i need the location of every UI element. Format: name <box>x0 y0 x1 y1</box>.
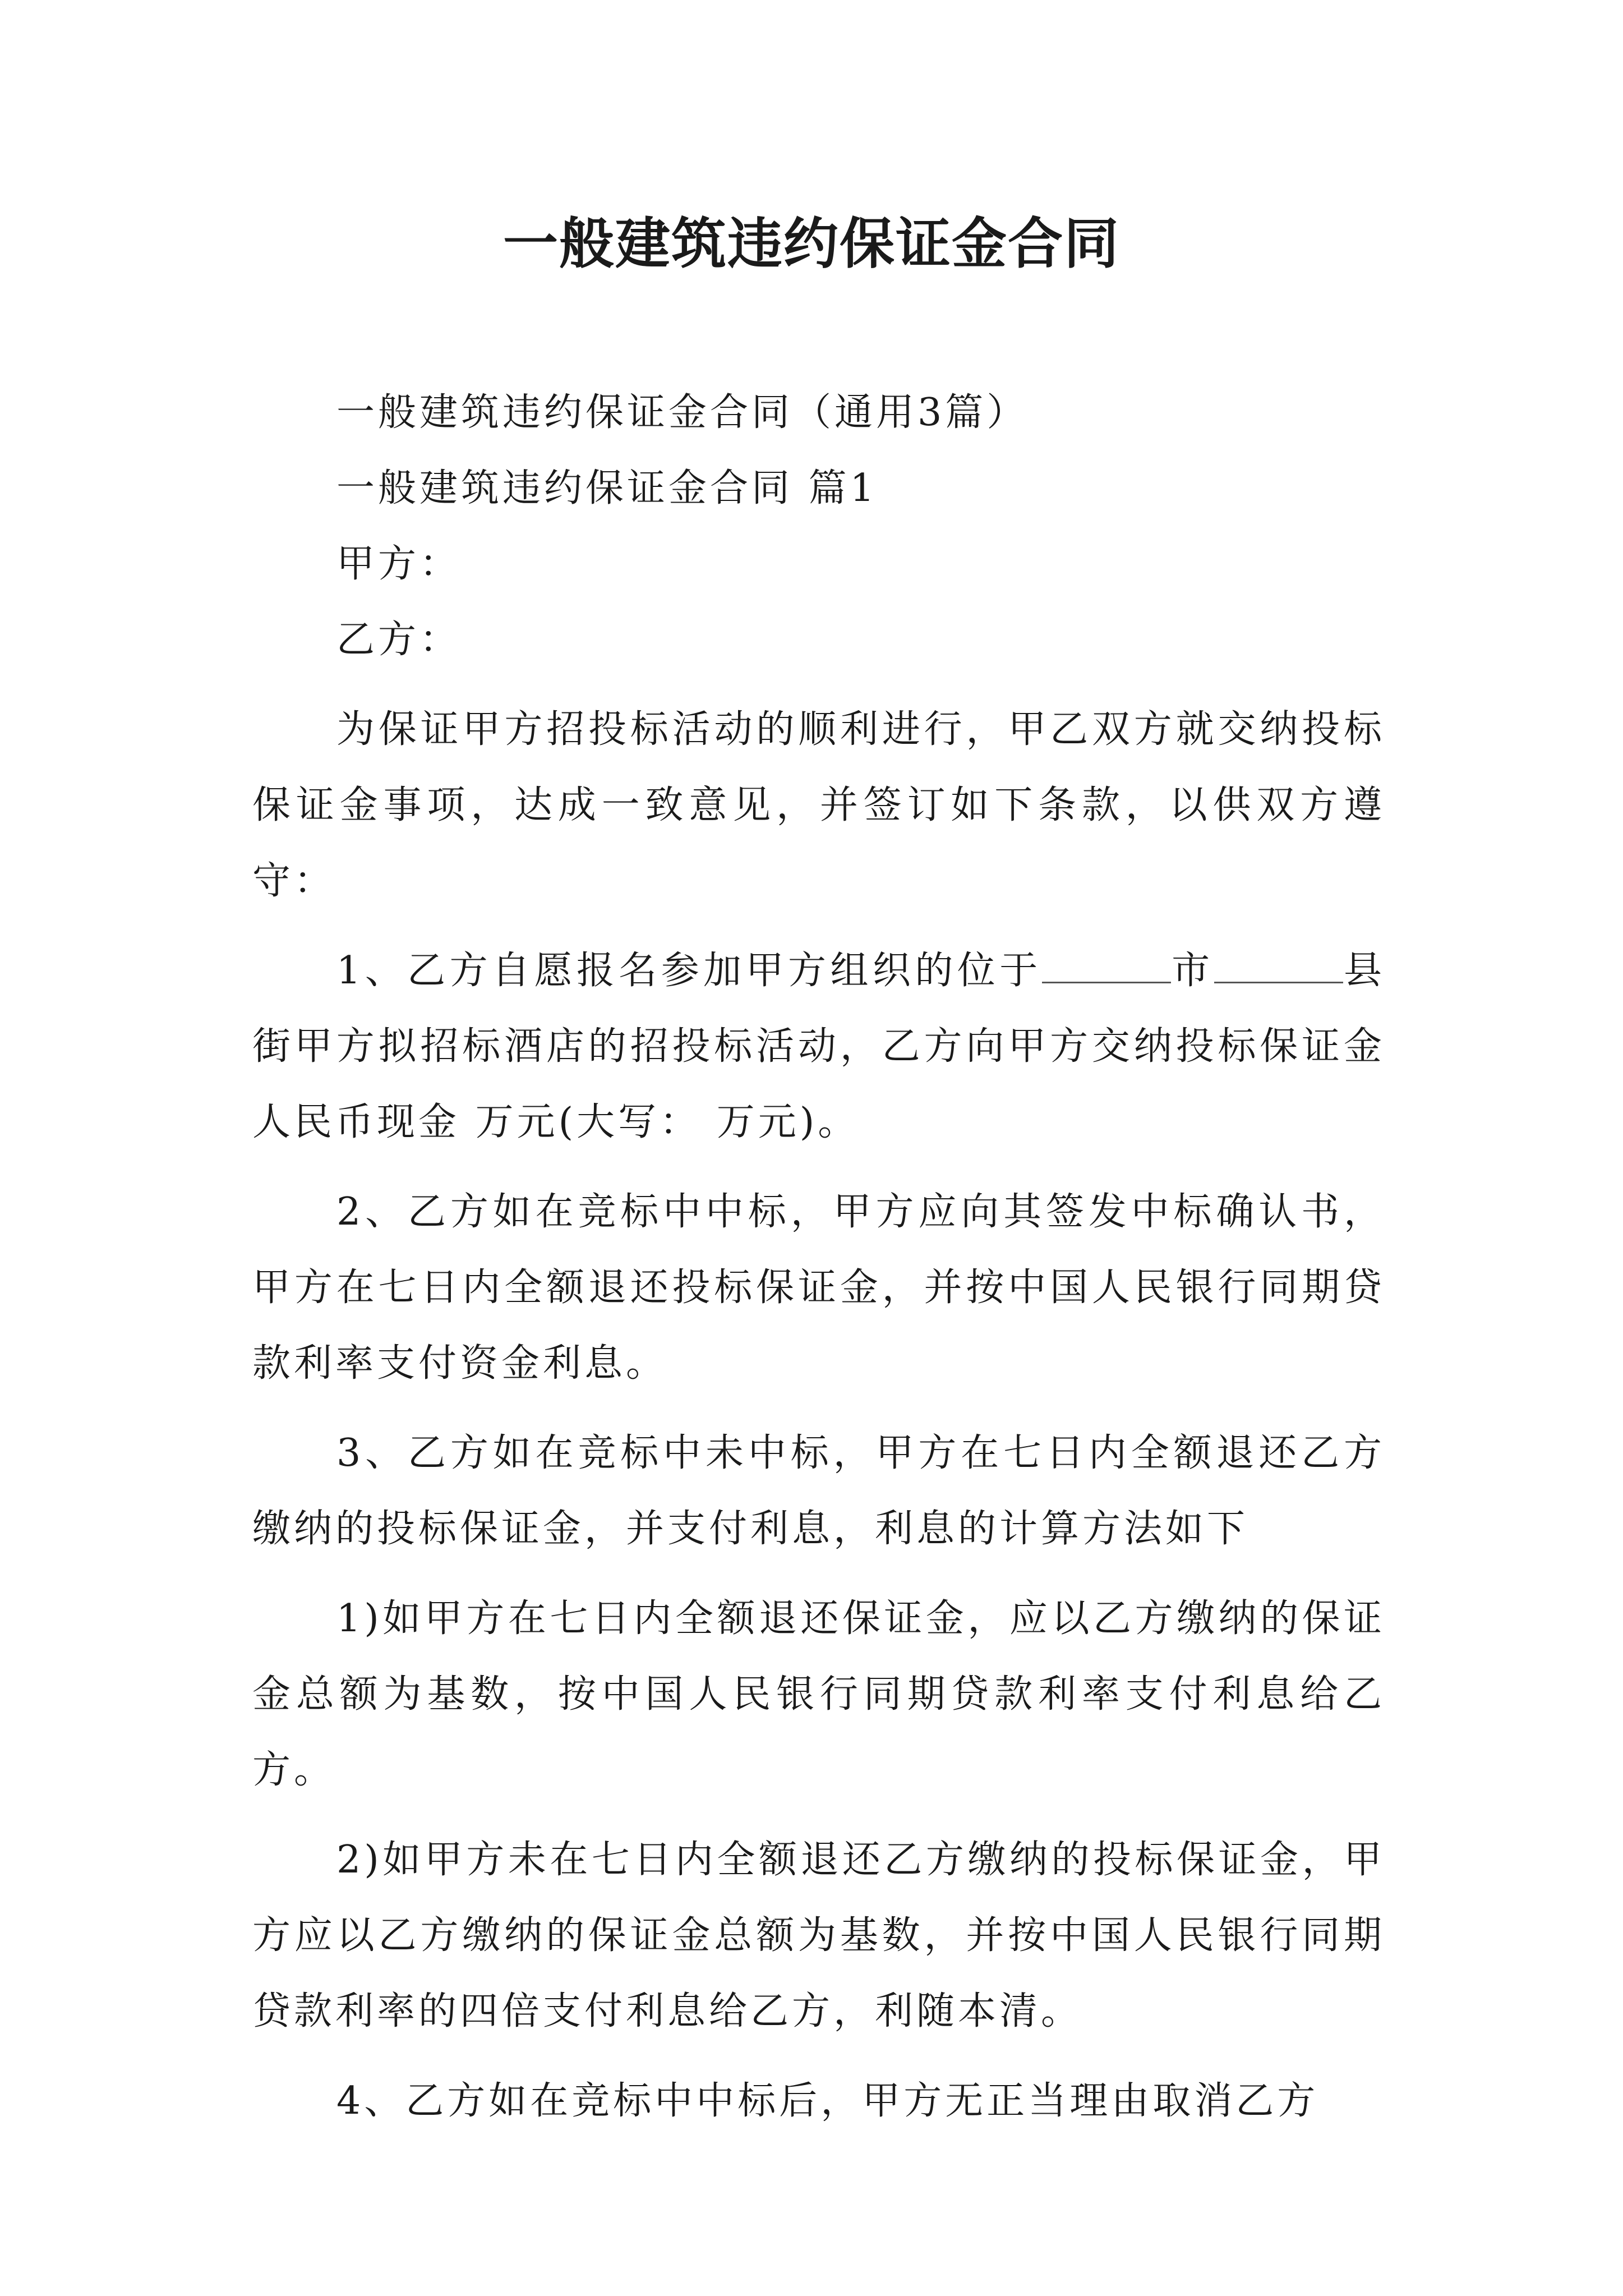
clause-3: 3、乙方如在竞标中未中标，甲方在七日内全额退还乙方缴纳的投标保证金，并支付利息，利息的计算方法如下 <box>252 1431 1385 1551</box>
clause-3-2: 2)如甲方未在七日内全额退还乙方缴纳的投标保证金，甲方应以乙方缴纳的保证金总额为基数，并按中国人民银行同期贷款利率的四倍支付利息给乙方，利随本清。 <box>252 1838 1385 2033</box>
intro-paragraph: 为保证甲方招投标活动的顺利进行，甲乙双方就交纳投标保证金事项，达成一致意见，并签订如下条款，以供双方遵守： <box>252 707 1385 903</box>
clause-4: 4、乙方如在竞标中中标后，甲方无正当理由取消乙方 <box>336 2079 1319 2123</box>
document-subtitle: 一般建筑违约保证金合同（通用3篇） <box>336 390 1029 435</box>
document-body <box>252 375 1385 2139</box>
party-a-label: 甲方： <box>336 542 462 586</box>
county-blank-line <box>1214 947 1343 983</box>
city-blank-line <box>1042 947 1171 983</box>
clause-1-part-2: 市 <box>1170 949 1214 993</box>
document-title: 一般建筑违约保证金合同 <box>502 211 1120 276</box>
clause-2: 2、乙方如在竞标中中标，甲方应向其签发中标确认书，甲方在七日内全额退还投标保证金，并按中国人民银行同期贷款利率支付资金利息。 <box>252 1190 1385 1386</box>
section-heading: 一般建筑违约保证金合同 篇1 <box>336 466 878 510</box>
clause-1 <box>252 933 1385 1160</box>
party-b-label: 乙方： <box>336 618 462 662</box>
clause-3-1: 1)如甲方在七日内全额退还保证金，应以乙方缴纳的保证金总额为基数，按中国人民银行同期贷款利率支付利息给乙方。 <box>252 1596 1385 1792</box>
clause-1-part-3: 县 街甲方拟招标酒店的招投标活动，乙方向甲方交纳投标保证金人民币现金 万元(大写： 万元)。 <box>252 949 1385 1144</box>
clause-1-part-1: 1、乙方自愿报名参加甲方组织的位于 <box>336 949 1042 993</box>
